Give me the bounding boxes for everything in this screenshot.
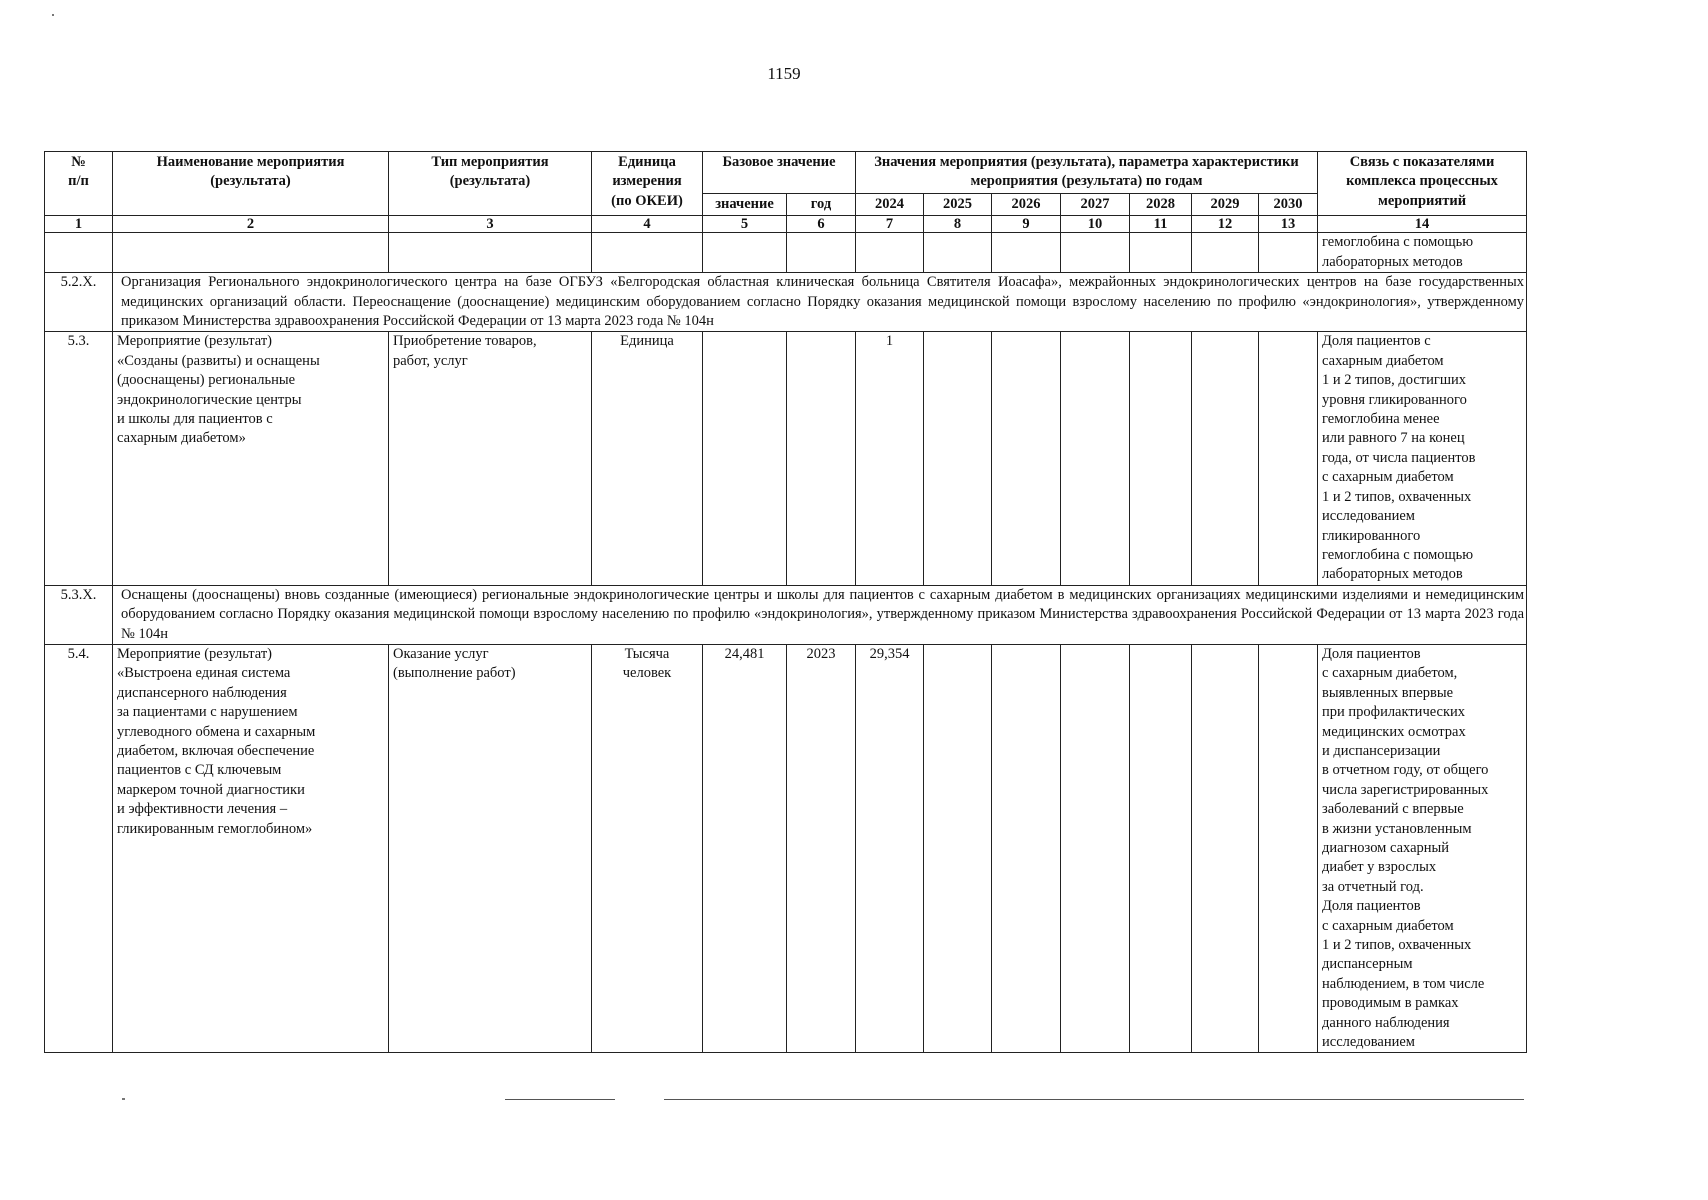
scan-artifact-line — [664, 1099, 1524, 1100]
cell-type — [389, 233, 592, 273]
section-text: Оснащены (дооснащены) вновь созданные (имеющиеся) региональные эндокринологические центры и школы для пациентов с сахарным диабетом в медицинских организациях медицинскими изделиями и немедицинским оборудованием согласно Порядку оказания медицинской помощи взрослому населению по профилю «эндокринология», утвержденному приказом Министерства здравоохранения Российской Федерации от 13 марта 2023 года № 104н — [113, 585, 1527, 644]
cell-2028 — [1130, 644, 1192, 1053]
column-number: 2 — [113, 216, 389, 233]
cell-2029 — [1192, 332, 1259, 585]
cell-2028 — [1130, 233, 1192, 273]
header-year-2028: 2028 — [1130, 193, 1192, 215]
cell-type: Приобретение товаров, работ, услуг — [389, 332, 592, 585]
table-row-5-4 — [45, 644, 1527, 1053]
cell-2024: 1 — [856, 332, 924, 585]
section-text: Организация Регионального эндокринологического центра на базе ОГБУЗ «Белгородская областная клиническая больница Святителя Иоасафа», межрайонных эндокринологических центров на базе государственных медицинских организаций области. Переоснащение (дооснащение) медицинским оборудованием согласно Порядку оказания медицинской помощи взрослому населению по профилю «эндокринология», утвержденному приказом Министерства здравоохранения Российской Федерации от 13 марта 2023 года № 104н — [113, 273, 1527, 332]
column-number-row — [45, 216, 1527, 233]
cell-2027 — [1061, 233, 1130, 273]
scan-artifact-speck — [52, 14, 54, 16]
cell-2027 — [1061, 332, 1130, 585]
cell-type: Оказание услуг (выполнение работ) — [389, 644, 592, 1053]
cell-2025 — [924, 233, 992, 273]
header-year-2030: 2030 — [1259, 193, 1318, 215]
cell-num — [45, 233, 113, 273]
measures-table — [44, 151, 1527, 1053]
scan-artifact-line — [505, 1099, 615, 1100]
section-row-5-2-x — [45, 273, 1527, 332]
cell-base-year — [787, 233, 856, 273]
cell-base-value — [703, 233, 787, 273]
column-number: 6 — [787, 216, 856, 233]
cell-link: Доля пациентов с сахарным диабетом 1 и 2 типов, достигших уровня гликированного гемоглобина менее или равного 7 на конец года, от числа пациентов с сахарным диабетом 1 и 2 типов, охваченных исследованием гликированного гемоглобина с помощью лабораторных методов — [1318, 332, 1527, 585]
column-number: 8 — [924, 216, 992, 233]
header-type: Тип мероприятия (результата) — [389, 152, 592, 216]
header-num: № п/п — [45, 152, 113, 216]
cell-name: Мероприятие (результат) «Созданы (развиты) и оснащены (дооснащены) региональные эндокринологические центры и школы для пациентов с сахарным диабетом» — [113, 332, 389, 585]
cell-2030 — [1259, 233, 1318, 273]
header-values: Значения мероприятия (результата), параметра характеристики мероприятия (результата) по годам — [856, 152, 1318, 194]
header-year-2029: 2029 — [1192, 193, 1259, 215]
cell-link: гемоглобина с помощью лабораторных методов — [1318, 233, 1527, 273]
cell-num: 5.3.X. — [45, 585, 113, 644]
header-link: Связь с показателями комплекса процессных мероприятий — [1318, 152, 1527, 216]
scan-artifact-speck — [122, 1098, 125, 1100]
cell-base-year: 2023 — [787, 644, 856, 1053]
column-number: 5 — [703, 216, 787, 233]
cell-2026 — [992, 332, 1061, 585]
page-number: 1159 — [767, 64, 801, 83]
header-year-2026: 2026 — [992, 193, 1061, 215]
cell-unit — [592, 233, 703, 273]
column-number: 12 — [1192, 216, 1259, 233]
cell-2024: 29,354 — [856, 644, 924, 1053]
cell-2026 — [992, 233, 1061, 273]
column-number: 1 — [45, 216, 113, 233]
cell-base-year — [787, 332, 856, 585]
section-row-5-3-x — [45, 585, 1527, 644]
column-number: 3 — [389, 216, 592, 233]
cell-2026 — [992, 644, 1061, 1053]
header-base: Базовое значение — [703, 152, 856, 194]
cell-name — [113, 233, 389, 273]
header-base-year: год — [787, 193, 856, 215]
cell-num: 5.4. — [45, 644, 113, 1053]
table-header — [45, 152, 1527, 233]
cell-2029 — [1192, 233, 1259, 273]
header-year-2025: 2025 — [924, 193, 992, 215]
header-year-2027: 2027 — [1061, 193, 1130, 215]
cell-2025 — [924, 332, 992, 585]
column-number: 14 — [1318, 216, 1527, 233]
header-name: Наименование мероприятия (результата) — [113, 152, 389, 216]
cell-unit: Единица — [592, 332, 703, 585]
cell-2028 — [1130, 332, 1192, 585]
column-number: 9 — [992, 216, 1061, 233]
header-unit: Единица измерения (по ОКЕИ) — [592, 152, 703, 216]
column-number: 7 — [856, 216, 924, 233]
cell-base-value — [703, 332, 787, 585]
cell-2024 — [856, 233, 924, 273]
cell-link: Доля пациентов с сахарным диабетом, выявленных впервые при профилактических медицинских осмотрах и диспансеризации в отчетном году, от общего числа зарегистрированных заболеваний с впервые в жизни установленным диагнозом сахарный диабет у взрослых за отчетный год. Доля пациентов с сахарным диабетом 1 и 2 типов, охваченных диспансерным наблюдением, в том числе проводимым в рамках данного наблюдения исследованием — [1318, 644, 1527, 1053]
cell-base-value: 24,481 — [703, 644, 787, 1053]
cell-2029 — [1192, 644, 1259, 1053]
cell-unit: Тысяча человек — [592, 644, 703, 1053]
column-number: 11 — [1130, 216, 1192, 233]
table-row-continuation — [45, 233, 1527, 273]
cell-2027 — [1061, 644, 1130, 1053]
header-base-value: значение — [703, 193, 787, 215]
cell-2030 — [1259, 332, 1318, 585]
cell-2030 — [1259, 644, 1318, 1053]
column-number: 13 — [1259, 216, 1318, 233]
cell-num: 5.3. — [45, 332, 113, 585]
header-year-2024: 2024 — [856, 193, 924, 215]
column-number: 10 — [1061, 216, 1130, 233]
cell-num: 5.2.X. — [45, 273, 113, 332]
table-row-5-3 — [45, 332, 1527, 585]
cell-name: Мероприятие (результат) «Выстроена единая система диспансерного наблюдения за пациентами с нарушением углеводного обмена и сахарным диабетом, включая обеспечение пациентов с СД ключевым маркером точной диагностики и эффективности лечения – гликированным гемоглобином» — [113, 644, 389, 1053]
column-number: 4 — [592, 216, 703, 233]
cell-2025 — [924, 644, 992, 1053]
